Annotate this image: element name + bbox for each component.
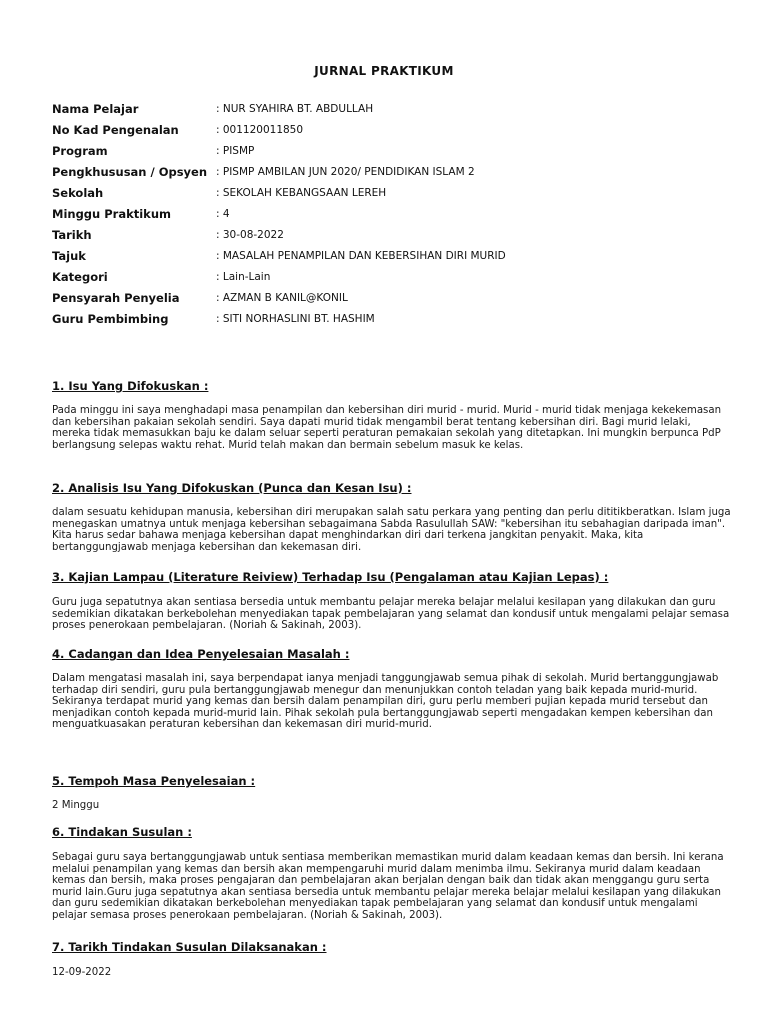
document-title: JURNAL PRAKTIKUM: [314, 64, 454, 78]
section-heading-tempoh: 5. Tempoh Masa Penyelesaian :: [52, 774, 256, 788]
info-label: Guru Pembimbing: [52, 312, 169, 326]
info-value: : AZMAN B KANIL@KONIL: [216, 292, 348, 304]
info-value: : PISMP AMBILAN JUN 2020/ PENDIDIKAN ISLAM 2: [216, 166, 475, 178]
section-heading-analisis: 2. Analisis Isu Yang Difokuskan (Punca dan Kesan Isu) :: [52, 481, 412, 495]
section-body-analisis: dalam sesuatu kehidupan manusia, kebersihan diri merupakan salah satu perkara yang penting dan perlu dititikberatkan. Islam juga menegaskan umatnya untuk menjaga kebersihan sebagaimana Sabda Rasulullah SAW: "kebersihan itu sebahagian daripada iman". Kita harus sedar bahawa menjaga kebersihan dapat menghindarkan diri dari terkena jangkitan penyakit. Maka, kita bertanggungjawab menjaga kebersihan dan kekemasan diri.: [52, 507, 731, 553]
info-label: Pensyarah Penyelia: [52, 291, 180, 305]
info-value: : MASALAH PENAMPILAN DAN KEBERSIHAN DIRI MURID: [216, 250, 506, 262]
info-label: Pengkhususan / Opsyen: [52, 165, 208, 179]
info-label: Minggu Praktikum: [52, 207, 171, 221]
section-heading-isu: 1. Isu Yang Difokuskan :: [52, 379, 209, 393]
info-label: No Kad Pengenalan: [52, 123, 179, 137]
info-label: Kategori: [52, 270, 108, 284]
info-label: Program: [52, 144, 108, 158]
info-value: : PISMP: [216, 145, 255, 157]
section-heading-cadangan: 4. Cadangan dan Idea Penyelesaian Masalah :: [52, 647, 350, 661]
section-body-cadangan: Dalam mengatasi masalah ini, saya berpendapat ianya menjadi tanggungjawab semua pihak di sekolah. Murid bertanggungjawab terhadap diri sendiri, guru pula bertanggungjawab menegur dan menunjukkan contoh teladan yang baik kepada murid-murid. Sekiranya terdapat murid yang kemas dan bersih dalam penampilan diri, guru perlu memberi pujian kepada murid tersebut dan menjadikan contoh kepada murid-murid lain. Pihak sekolah pula bertanggungjawab seperti mengadakan kempen kebersihan dan menguatkuasakan peraturan kebersihan dan kekemasan diri murid-murid.: [52, 673, 719, 731]
info-value: : NUR SYAHIRA BT. ABDULLAH: [216, 103, 374, 115]
info-value: : SITI NORHASLINI BT. HASHIM: [216, 313, 375, 325]
info-value: : 001120011850: [216, 124, 304, 136]
section-heading-tarikh-tindakan: 7. Tarikh Tindakan Susulan Dilaksanakan :: [52, 940, 327, 954]
info-value: : Lain-Lain: [216, 271, 271, 283]
info-label: Nama Pelajar: [52, 102, 139, 116]
info-value: : 4: [216, 208, 230, 220]
section-body-tempoh: 2 Minggu: [52, 800, 100, 811]
section-body-tarikh-tindakan: 12-09-2022: [52, 967, 112, 978]
section-body-kajian-lampau: Guru juga sepatutnya akan sentiasa bersedia untuk membantu pelajar mereka belajar melalui kesilapan yang dilakukan dan guru sedemikian dikatakan berkebolehan menyediakan tapak pembelajaran yang selamat dan kondusif untuk mengalami pelajar semasa proses penerokaan pembelajaran. (Noriah & Sakinah, 2003).: [52, 597, 730, 632]
info-value: : SEKOLAH KEBANGSAAN LEREH: [216, 187, 387, 199]
info-label: Tajuk: [52, 249, 86, 263]
section-body-tindakan-susulan: Sebagai guru saya bertanggungjawab untuk sentiasa memberikan memastikan murid dalam keadaan kemas dan bersih. Ini kerana melalui penampilan yang kemas dan bersih akan mempengaruhi murid dalam menimba ilmu. Sekiranya murid dalam keadaan kemas dan bersih, maka proses pengajaran dan pembelajaran akan berjalan dengan baik dan tidak akan menggangu guru serta murid lain.Guru juga sepatutnya akan sentiasa bersedia untuk membantu pelajar mereka belajar melalui kesilapan yang dilakukan dan guru sedemikian dikatakan berkebolehan menyediakan tapak pembelajaran yang selamat dan kondusif untuk mengalami pelajar semasa proses penerokaan pembelajaran. (Noriah & Sakinah, 2003).: [52, 852, 724, 921]
section-body-isu: Pada minggu ini saya menghadapi masa penampilan dan kebersihan diri murid - murid. Murid - murid tidak menjaga kekekemasan dan kebersihan pakaian sekolah sendiri. Saya dapati murid tidak mengambil berat tentang kebersihan diri. Bagi murid lelaki, mereka tidak memasukkan baju ke dalam seluar seperti peraturan pemakaian sekolah yang ditetapkan. Ini mungkin berpunca PdP berlangsung selepas waktu rehat. Murid telah makan dan bermain sebelum masuk ke kelas.: [52, 405, 722, 451]
info-label: Tarikh: [52, 228, 92, 242]
info-label: Sekolah: [52, 186, 104, 200]
info-value: : 30-08-2022: [216, 229, 284, 241]
section-heading-tindakan-susulan: 6. Tindakan Susulan :: [52, 825, 192, 839]
section-heading-kajian-lampau: 3. Kajian Lampau (Literature Reiview) Terhadap Isu (Pengalaman atau Kajian Lepas) :: [52, 570, 609, 584]
